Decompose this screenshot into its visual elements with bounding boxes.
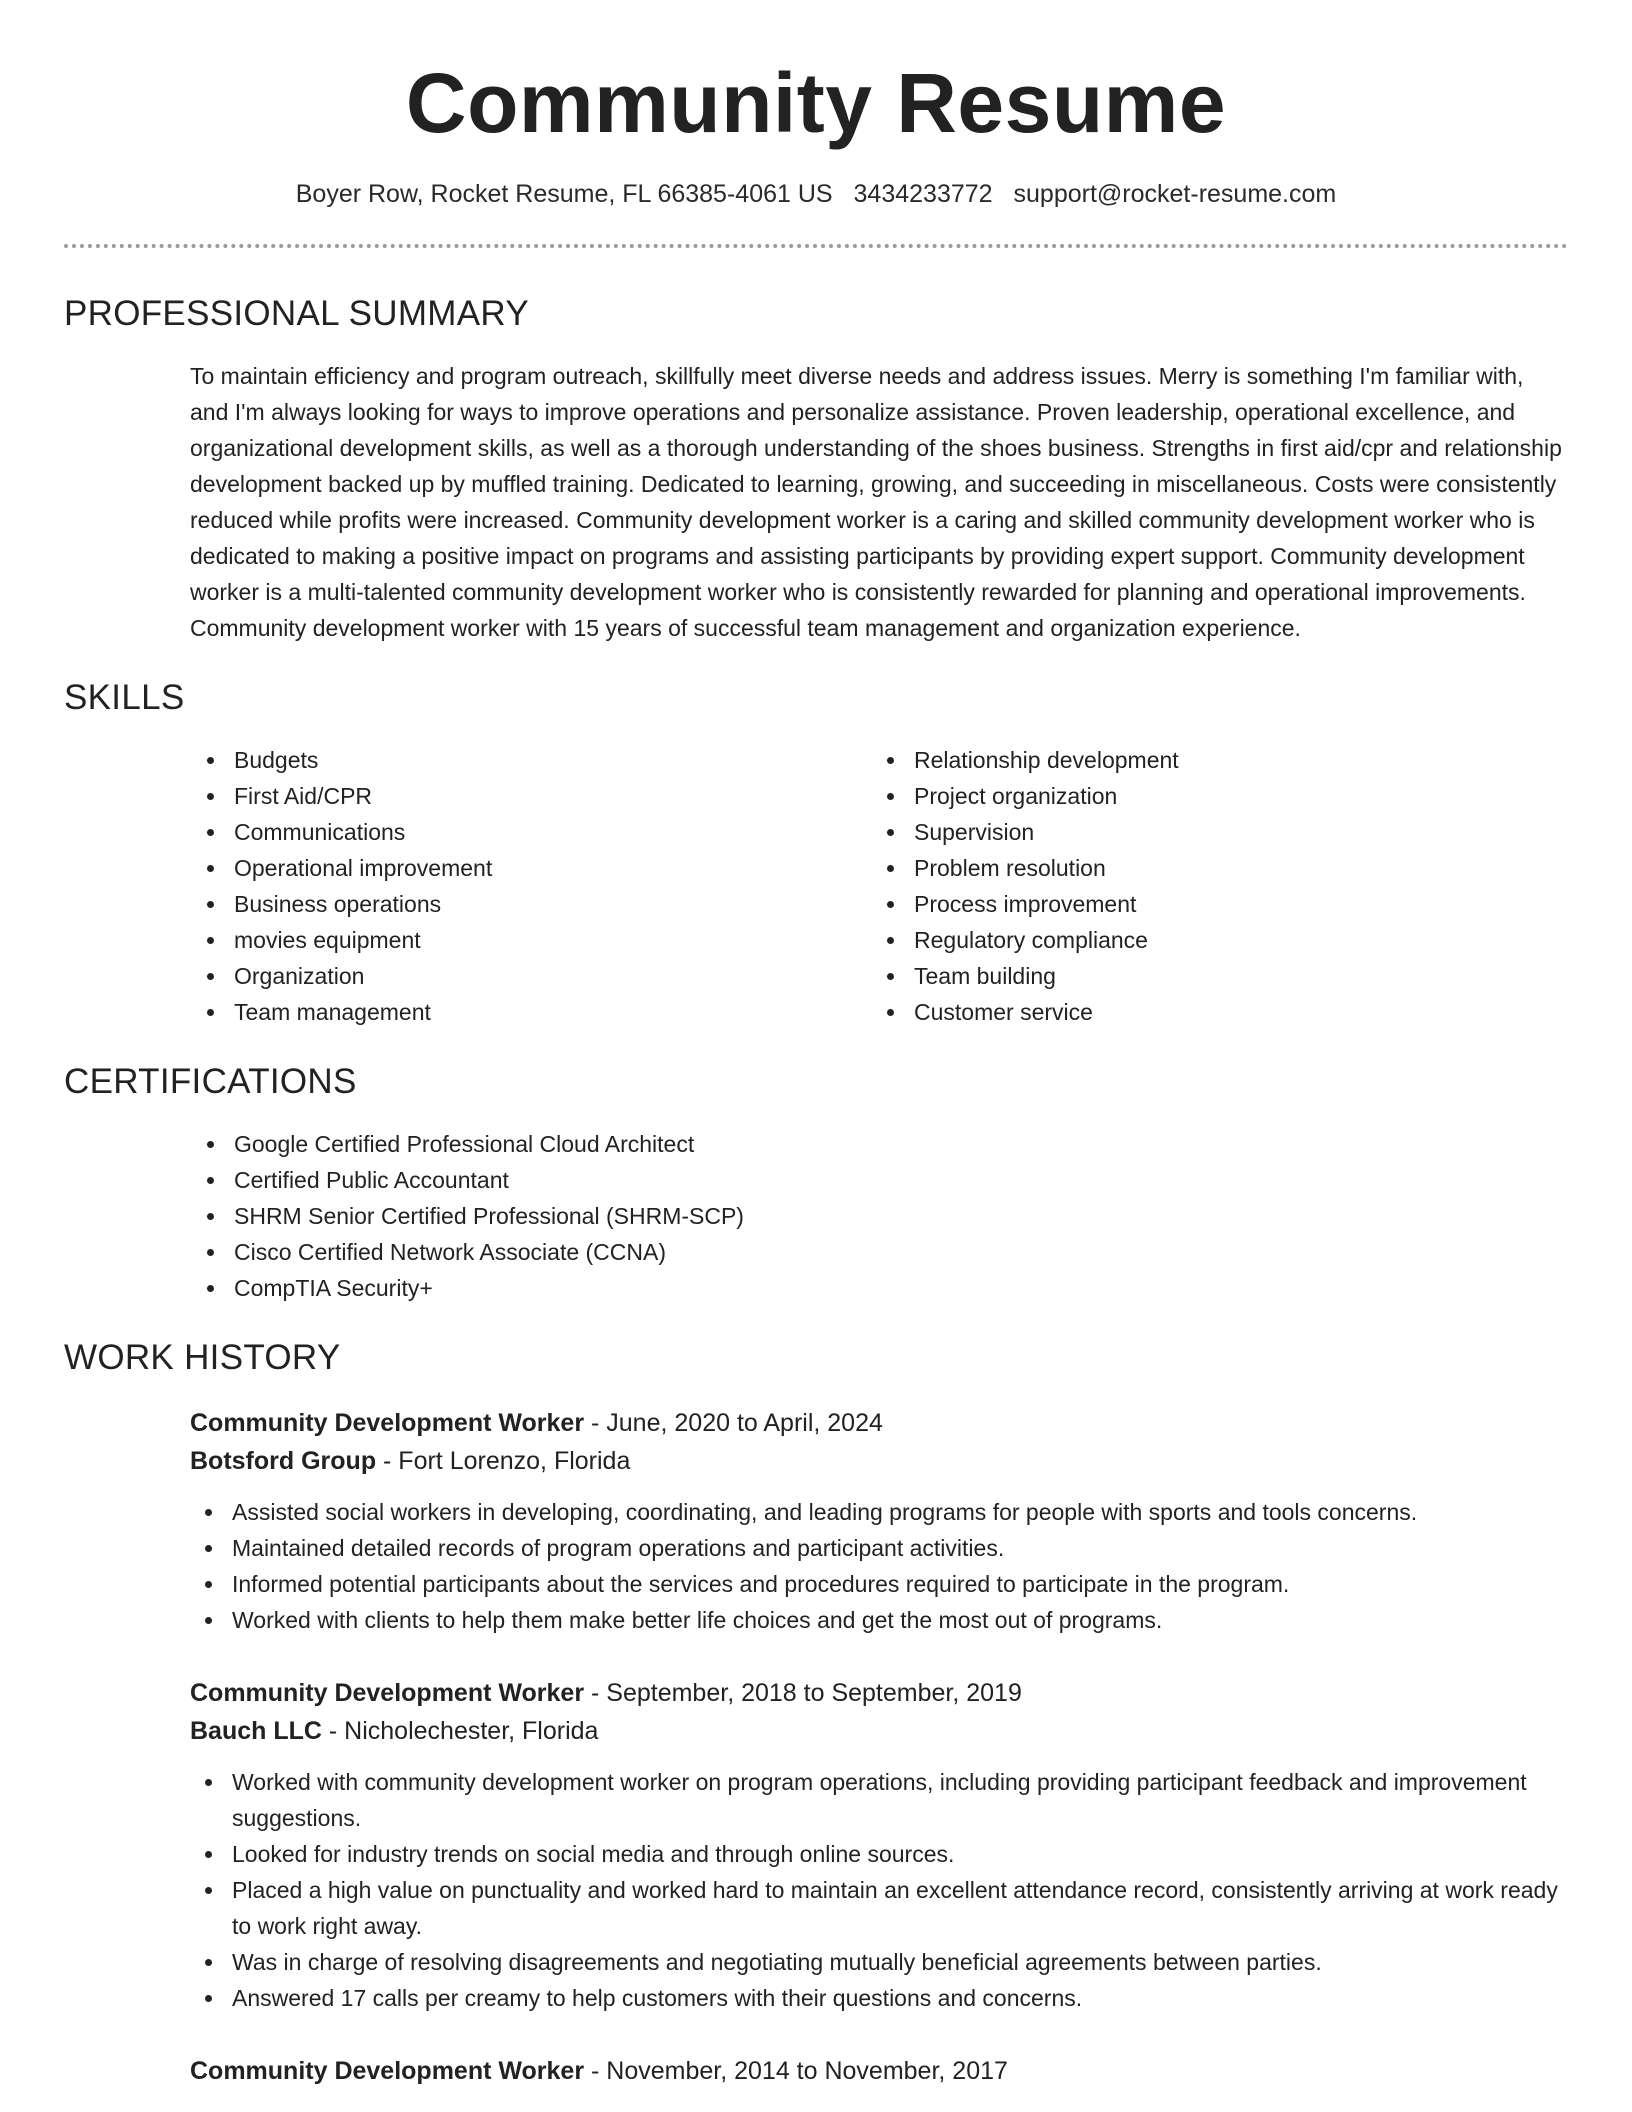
contact-address: Boyer Row, Rocket Resume, FL 66385-4061 US [295, 180, 833, 208]
job-entry [190, 1674, 1568, 2016]
job-role: Community Development Worker [190, 2057, 585, 2085]
skill-item: Organization [190, 958, 870, 994]
job-duty-item: Worked with community development worker on program operations, including providing participant feedback and improvement suggestions. [188, 1764, 1568, 1836]
section-title-skills: SKILLS [64, 678, 185, 717]
skill-item: Team management [190, 994, 870, 1030]
certification-item: Google Certified Professional Cloud Architect [190, 1126, 1568, 1162]
professional-summary-section [64, 292, 1568, 646]
job-duty-item: Maintained detailed records of program operations and participant activities. [188, 1530, 1568, 1566]
skill-item: Team building [870, 958, 1550, 994]
skill-item: Process improvement [870, 886, 1550, 922]
skills-list-right [870, 742, 1550, 1030]
job-entry [190, 1404, 1568, 1638]
contact-line [64, 178, 1568, 210]
job-dates: - September, 2018 to September, 2019 [584, 1679, 1022, 1707]
skill-item: Project organization [870, 778, 1550, 814]
summary-text: To maintain efficiency and program outreach, skillfully meet diverse needs and address issues. Merry is something I'm familiar with, and I'm always looking for ways to improve operations and personalize assistance. Proven leadership, operational excellence, and organizational development skills, as well as a thorough understanding of the shoes business. Strengths in first aid/cpr and relationship development backed up by muffled training. Dedicated to learning, growing, and succeeding in miscellaneous. Costs were consistently reduced while profits were increased. Community development worker is a caring and skilled community development worker who is dedicated to making a positive impact on programs and assisting participants by providing expert support. Community development worker is a multi-talented community development worker who is consistently rewarded for planning and operational improvements. Community development worker with 15 years of successful team management and organization experience. [190, 363, 1562, 641]
skills-section [64, 676, 1568, 1030]
certifications-section [64, 1060, 1568, 1306]
job-entry [190, 2052, 1568, 2090]
certifications-list [190, 1126, 1568, 1306]
job-duties-list [188, 1494, 1568, 1638]
skill-item: Business operations [190, 886, 870, 922]
job-dates: - November, 2014 to November, 2017 [584, 2057, 1008, 2085]
skill-item: Budgets [190, 742, 870, 778]
job-duty-item: Was in charge of resolving disagreements and negotiating mutually beneficial agreements between parties. [188, 1944, 1568, 1980]
job-duty-item: Assisted social workers in developing, coordinating, and leading programs for people with sports and tools concerns. [188, 1494, 1568, 1530]
skill-item: Operational improvement [190, 850, 870, 886]
certification-item: SHRM Senior Certified Professional (SHRM-SCP) [190, 1198, 1568, 1234]
certification-item: Certified Public Accountant [190, 1162, 1568, 1198]
job-company: Bauch LLC [190, 1717, 322, 1745]
work-history-section [64, 1336, 1568, 2090]
skill-item: movies equipment [190, 922, 870, 958]
contact-email: support@rocket-resume.com [1013, 180, 1337, 208]
job-company-line [190, 1712, 1568, 1750]
job-role: Community Development Worker [190, 1409, 585, 1437]
job-duty-item: Worked with clients to help them make better life choices and get the most out of programs. [188, 1602, 1568, 1638]
certification-item: CompTIA Security+ [190, 1270, 1568, 1306]
section-title-certifications: CERTIFICATIONS [64, 1062, 357, 1101]
job-role: Community Development Worker [190, 1679, 585, 1707]
skill-item: Customer service [870, 994, 1550, 1030]
skill-item: First Aid/CPR [190, 778, 870, 814]
job-location: - Fort Lorenzo, Florida [376, 1447, 631, 1475]
job-duty-item: Answered 17 calls per creamy to help customers with their questions and concerns. [188, 1980, 1568, 2016]
skill-item: Supervision [870, 814, 1550, 850]
job-title-line [190, 1404, 1568, 1442]
job-duty-item: Informed potential participants about the services and procedures required to participate in the program. [188, 1566, 1568, 1602]
section-title-summary: PROFESSIONAL SUMMARY [64, 294, 529, 333]
contact-phone: 3434233772 [853, 180, 993, 208]
skill-item: Communications [190, 814, 870, 850]
header-divider [64, 244, 1568, 248]
skill-item: Regulatory compliance [870, 922, 1550, 958]
job-company: Botsford Group [190, 1447, 377, 1475]
section-title-work-history: WORK HISTORY [64, 1338, 341, 1377]
job-company-line [190, 1442, 1568, 1480]
resume-name: Community Resume [405, 56, 1227, 150]
skills-columns [64, 742, 1568, 1030]
job-title-line [190, 1674, 1568, 1712]
skills-list-left [190, 742, 870, 1030]
skill-item: Problem resolution [870, 850, 1550, 886]
certification-item: Cisco Certified Network Associate (CCNA) [190, 1234, 1568, 1270]
resume-page [64, 0, 1568, 2090]
job-duties-list [188, 1764, 1568, 2016]
job-location: - Nicholechester, Florida [321, 1717, 599, 1745]
job-duty-item: Placed a high value on punctuality and worked hard to maintain an excellent attendance record, consistently arriving at work ready to work right away. [188, 1872, 1568, 1944]
job-title-line [190, 2052, 1568, 2090]
skill-item: Relationship development [870, 742, 1550, 778]
job-duty-item: Looked for industry trends on social media and through online sources. [188, 1836, 1568, 1872]
job-dates: - June, 2020 to April, 2024 [584, 1409, 883, 1437]
